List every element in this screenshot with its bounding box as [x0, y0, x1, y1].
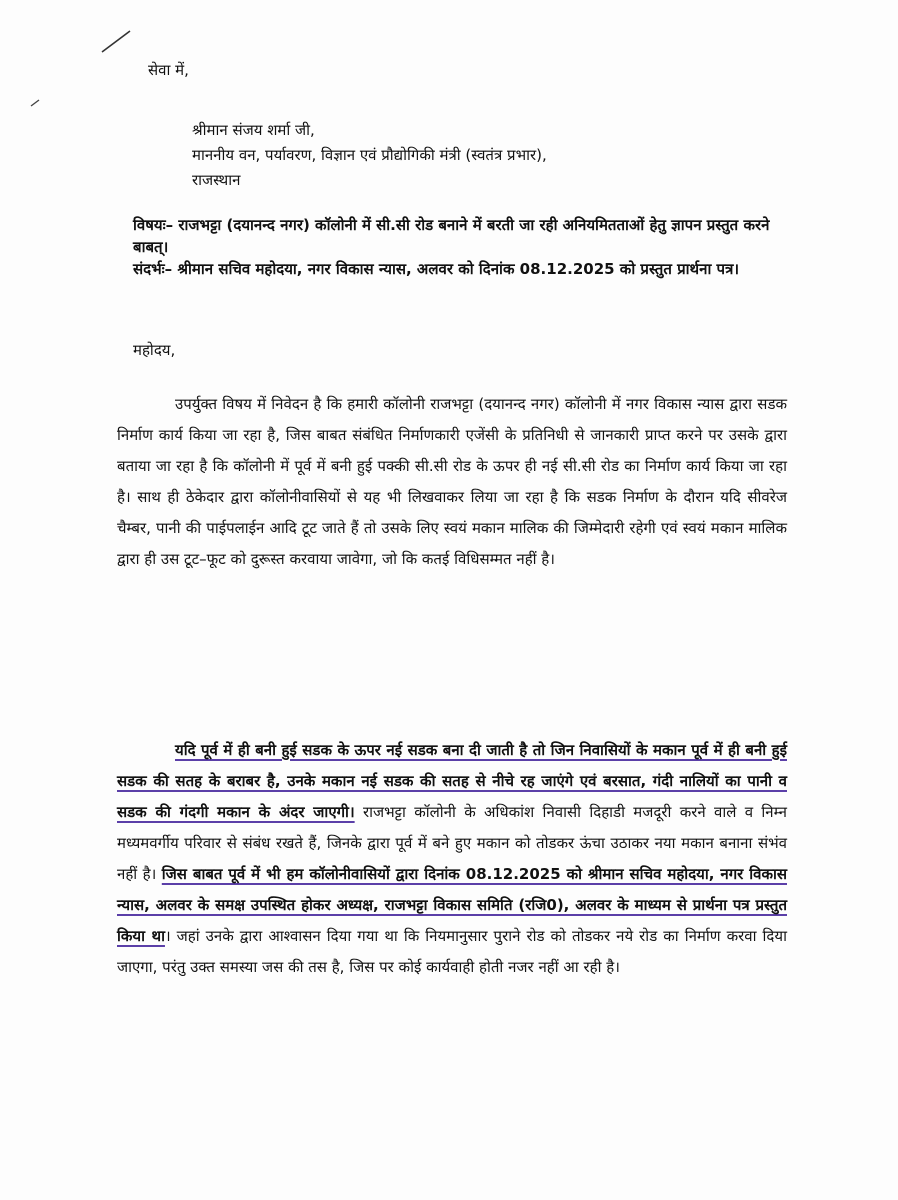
underlined-text-1: यदि पूर्व में ही बनी हुई सडक के ऊपर नई सडक बना दी जाती है तो जिन निवासियों के मकान पूर्व में ही बनी हुई सडक की सतह के बराबर है, उनके मकान नई सडक की सतह से नीचे रह जाएंगे एवं बरसात, गंदी नालियों का पानी व सडक की गंदगी मकान के अंदर जाएगी।	[117, 741, 787, 821]
subject-text: राजभट्टा (दयानन्द नगर) कॉलोनी में सी.सी रोड बनाने में बरती जा रही अनियमितताओं हेतु ज्ञापन प्रस्तुत करने बाबत्।	[133, 216, 770, 256]
addressee-block	[192, 118, 547, 193]
pen-slash-mark	[100, 28, 134, 54]
underlined-text-2: जिस बाबत पूर्व में भी हम कॉलोनीवासियों द्वारा दिनांक 08.12.2025 को श्रीमान सचिव महोदया, नगर विकास न्यास, अलवर के समक्ष उपस्थित होकर अध्यक्ष, राजभट्टा विकास समिति (रजि0), अलवर के माध्यम से प्रार्थना पत्र प्रस्तुत किया था	[117, 865, 787, 945]
plain-text-2: । जहां उनके द्वारा आश्वासन दिया गया था कि नियमानुसार पुराने रोड को तोडकर नये रोड का निर्माण करवा दिया जाएगा, परंतु उक्त समस्या जस की तस है, जिस पर कोई कार्यवाही होती नजर नहीं आ रही है।	[117, 927, 787, 976]
body-paragraph-2	[117, 735, 787, 983]
salutation: सेवा में,	[148, 61, 189, 79]
addressee-state: राजस्थान	[192, 171, 241, 189]
subject-line	[133, 214, 793, 258]
addressee-designation: माननीय वन, पर्यावरण, विज्ञान एवं प्रौद्योगिकी मंत्री (स्वतंत्र प्रभार),	[192, 146, 547, 164]
reference-line	[133, 258, 793, 280]
addressee-name: श्रीमान संजय शर्मा जी,	[192, 121, 315, 139]
pen-tick-mark	[30, 98, 42, 108]
subject-label: विषयः–	[133, 216, 174, 234]
plain-text-1: राजभट्टा कॉलोनी के अधिकांश निवासी दिहाडी मजदूरी करने वाले व निम्न मध्यमवर्गीय परिवार से संबंध रखते हैं, जिनके द्वारा पूर्व में बने हुए मकान को तोडकर ऊंचा उठाकर नया मकान बनाना संभंव नहीं है।	[117, 803, 787, 883]
paragraph-1-text: उपर्युक्त विषय में निवेदन है कि हमारी कॉलोनी राजभट्टा (दयानन्द नगर) कॉलोनी में नगर विकास न्यास द्वारा सडक निर्माण कार्य किया जा रहा है, जिस बाबत संबंधित निर्माणकारी एजेंसी के प्रतिनिधी से जानकारी प्राप्त करने पर उसके द्वारा बताया जा रहा है कि कॉलोनी में पूर्व में बनी हुई पक्की सी.सी रोड के ऊपर ही नई सी.सी रोड का निर्माण कार्य किया जा रहा है। साथ ही ठेकेदार द्वारा कॉलोनीवासियों से यह भी लिखवाकर लिया जा रहा है कि सडक निर्माण के दौरान यदि सीवरेज चैम्बर, पानी की पाईपलाईन आदि टूट जाते हैं तो उसके लिए स्वयं मकान मालिक की जिम्मेदारी रहेगी एवं स्वयं मकान मालिक द्वारा ही उस टूट–फूट को दुरूस्त करवाया जावेगा, जो कि कतई विधिसम्मत नहीं है।	[117, 395, 787, 568]
greeting: महोदय,	[133, 341, 176, 359]
reference-text: श्रीमान सचिव महोदया, नगर विकास न्यास, अलवर को दिनांक 08.12.2025 को प्रस्तुत प्रार्थना पत्र।	[177, 260, 740, 278]
reference-label: संदर्भः–	[133, 260, 173, 278]
subject-block	[133, 214, 793, 280]
body-paragraph-1	[117, 389, 787, 575]
